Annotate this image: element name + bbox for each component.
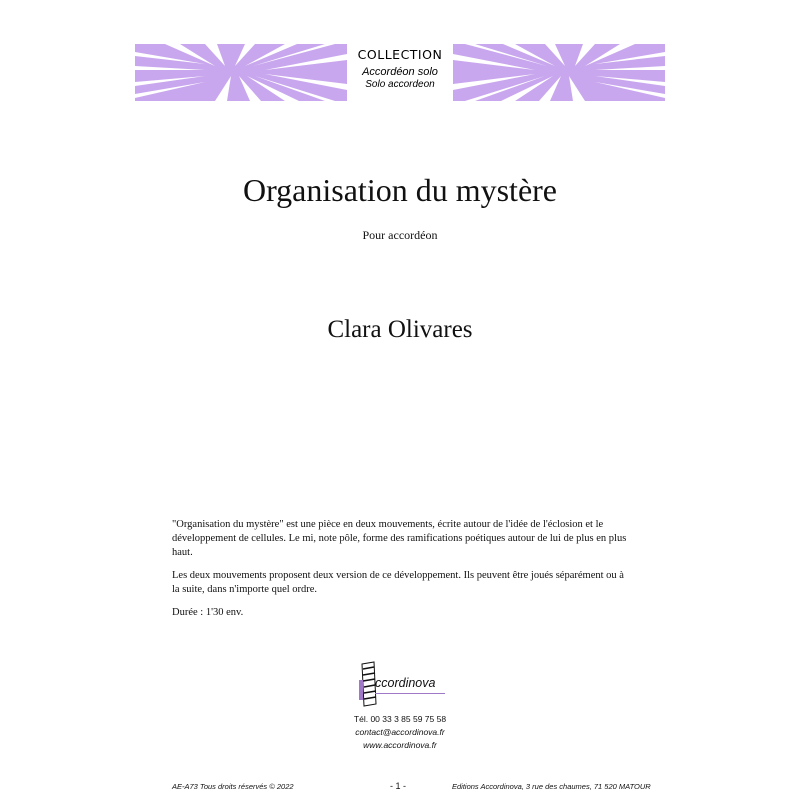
collection-line1: Accordéon solo <box>362 66 438 78</box>
page-title: Organisation du mystère <box>242 172 557 208</box>
duration: Durée : 1'30 env. <box>172 607 244 618</box>
publisher-contact <box>0 713 800 752</box>
page-number: - 1 - <box>390 781 407 791</box>
description <box>172 518 632 629</box>
contact-website[interactable]: www.accordinova.fr <box>363 740 437 750</box>
logo-underline <box>375 693 445 694</box>
logo-wordmark: ccordinova <box>375 676 436 690</box>
contact-phone: Tél. 00 33 3 85 59 75 58 <box>353 714 447 724</box>
description-paragraph-1: "Organisation du mystère" est une pièce en deux mouvements, écrite autour de l'idée de l'éclosion et le développement de cellules. Le mi, note pôle, forme des ramifications poétiques autour de lui de plus en plus haut. <box>172 519 627 558</box>
footer-left: AE-A73 Tous droits réservés © 2022 <box>172 782 294 791</box>
page-subtitle: Pour accordéon <box>362 228 438 242</box>
footer-right: Editions Accordinova, 3 rue des chaumes, 71 520 MATOUR <box>452 782 651 791</box>
collection-label: COLLECTION <box>357 47 443 62</box>
banner-text-block <box>347 44 453 101</box>
composer-name: Clara Olivares <box>327 316 473 343</box>
collection-line2: Solo accordeon <box>365 79 435 90</box>
publisher-logo <box>358 660 448 708</box>
collection-banner <box>135 44 665 101</box>
description-paragraph-2: Les deux mouvements proposent deux version de ce développement. Ils peuvent être joués séparément ou à la suite, dans n'importe quel ordre. <box>172 570 624 595</box>
contact-email[interactable]: contact@accordinova.fr <box>355 727 445 737</box>
